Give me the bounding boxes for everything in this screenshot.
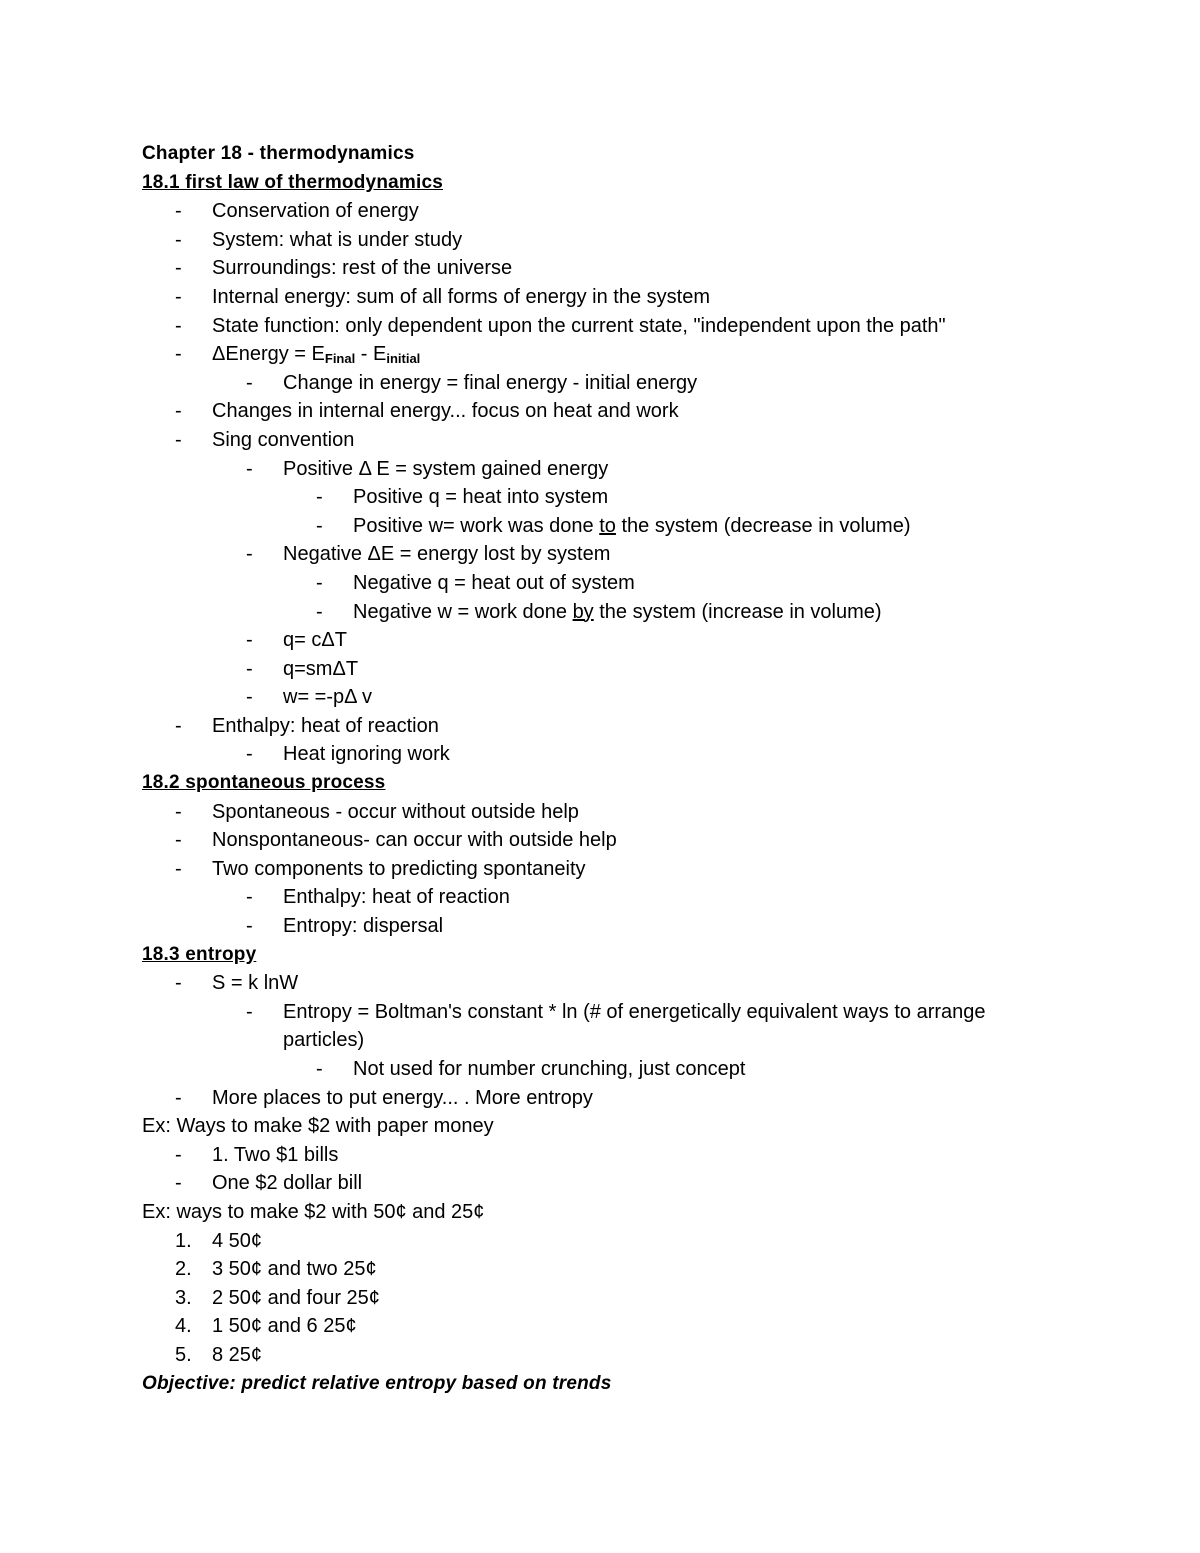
list-item: - Enthalpy: heat of reaction [142,712,1082,741]
list-item: - Two components to predicting spontaneity [142,855,1082,884]
numbered-item: 5. 8 25¢ [175,1343,263,1366]
list-item: - Negative q = heat out of system [142,569,1082,598]
list-item: - Internal energy: sum of all forms of energy in the system [142,283,1082,312]
bullet: - [316,486,323,509]
list-item: - Sing convention [142,426,1082,455]
section-heading-18-1: 18.1 first law of thermodynamics [142,171,443,193]
list-item: - S = k lnW [142,969,1082,998]
bullet: - [175,1172,182,1195]
bullet: - [175,314,182,337]
numbered-item: 4. 1 50¢ and 6 25¢ [175,1315,357,1338]
list-item: - Change in energy = final energy - initial energy [142,369,1082,398]
delta-energy-equation: - ΔEnergy = $E_{Final} - E_{initial}$ [142,340,1082,369]
list-item: - Surroundings: rest of the universe [142,254,1082,283]
example-heading: Ex: Ways to make $2 with paper money [142,1115,494,1138]
list-item: - q= cΔT [142,626,1082,655]
list-item: - System: what is under study [142,226,1082,255]
section-heading-18-3: 18.3 entropy [142,943,257,965]
bullet: - [175,285,182,308]
list-item: - Spontaneous - occur without outside help [142,798,1082,827]
bullet: - [175,257,182,280]
notes-body [142,140,1082,1398]
list-item: - Not used for number crunching, just concept [142,1055,1082,1084]
example-heading: Ex: ways to make $2 with 50¢ and 25¢ [142,1200,485,1223]
bullet: - [246,371,253,394]
list-item-continuation: particles) [283,1029,365,1052]
list-item: - 1. Two $1 bills [142,1141,1082,1170]
list-item: - q=smΔT [142,655,1082,684]
list-item: - Enthalpy: heat of reaction [142,883,1082,912]
bullet: - [175,714,182,737]
bullet: - [175,343,182,366]
bullet: - [316,1058,323,1080]
list-item: - Positive q = heat into system [142,483,1082,512]
bullet: - [175,1143,182,1166]
section-heading-18-2: 18.2 spontaneous process [142,772,386,794]
list-item: - Entropy = Boltman's constant * ln (# of energetically equivalent ways to arrange [142,998,1082,1027]
bullet: - [316,600,323,623]
list-item: - Positive Δ E = system gained energy [142,455,1082,484]
bullet: - [246,686,253,709]
bullet: - [246,657,253,680]
bullet: - [175,1086,182,1109]
bullet: - [246,915,253,938]
list-item: - One $2 dollar bill [142,1169,1082,1198]
bullet: - [175,857,182,880]
bullet: - [246,543,253,566]
list-item: - Entropy: dispersal [142,912,1082,941]
bullet: - [175,400,182,423]
list-item: - Negative w = work done by the system (increase in volume) [142,598,1082,627]
bullet: - [246,1000,253,1023]
list-item: - Conservation of energy [142,197,1082,226]
bullet: - [246,457,253,480]
list-item: - Negative ΔE = energy lost by system [142,540,1082,569]
numbered-item: 2. 3 50¢ and two 25¢ [175,1258,377,1281]
numbered-item: 1. 4 50¢ [175,1229,263,1252]
bullet: - [246,743,253,766]
list-item: - Positive w= work was done to the system (decrease in volume) [142,512,1082,541]
bullet: - [316,514,323,537]
bullet: - [175,200,182,223]
list-item: - w= =-pΔ v [142,683,1082,712]
list-item: - Changes in internal energy... focus on heat and work [142,397,1082,426]
list-item: - Nonspontaneous- can occur with outside help [142,826,1082,855]
chapter-title: Chapter 18 - thermodynamics [142,143,415,164]
bullet: - [246,629,253,652]
bullet: - [316,571,323,594]
bullet: - [175,428,182,451]
list-item: - Heat ignoring work [142,740,1082,769]
bullet: - [175,972,182,995]
list-item: - More places to put energy... . More entropy [142,1084,1082,1113]
list-item: - State function: only dependent upon the current state, "independent upon the path" [142,312,1082,341]
bullet: - [175,228,182,251]
numbered-item: 3. 2 50¢ and four 25¢ [175,1286,380,1309]
bullet: - [246,886,253,909]
bullet: - [175,800,182,823]
objective-statement: Objective: predict relative entropy based on trends [142,1372,612,1394]
bullet: - [175,829,182,852]
